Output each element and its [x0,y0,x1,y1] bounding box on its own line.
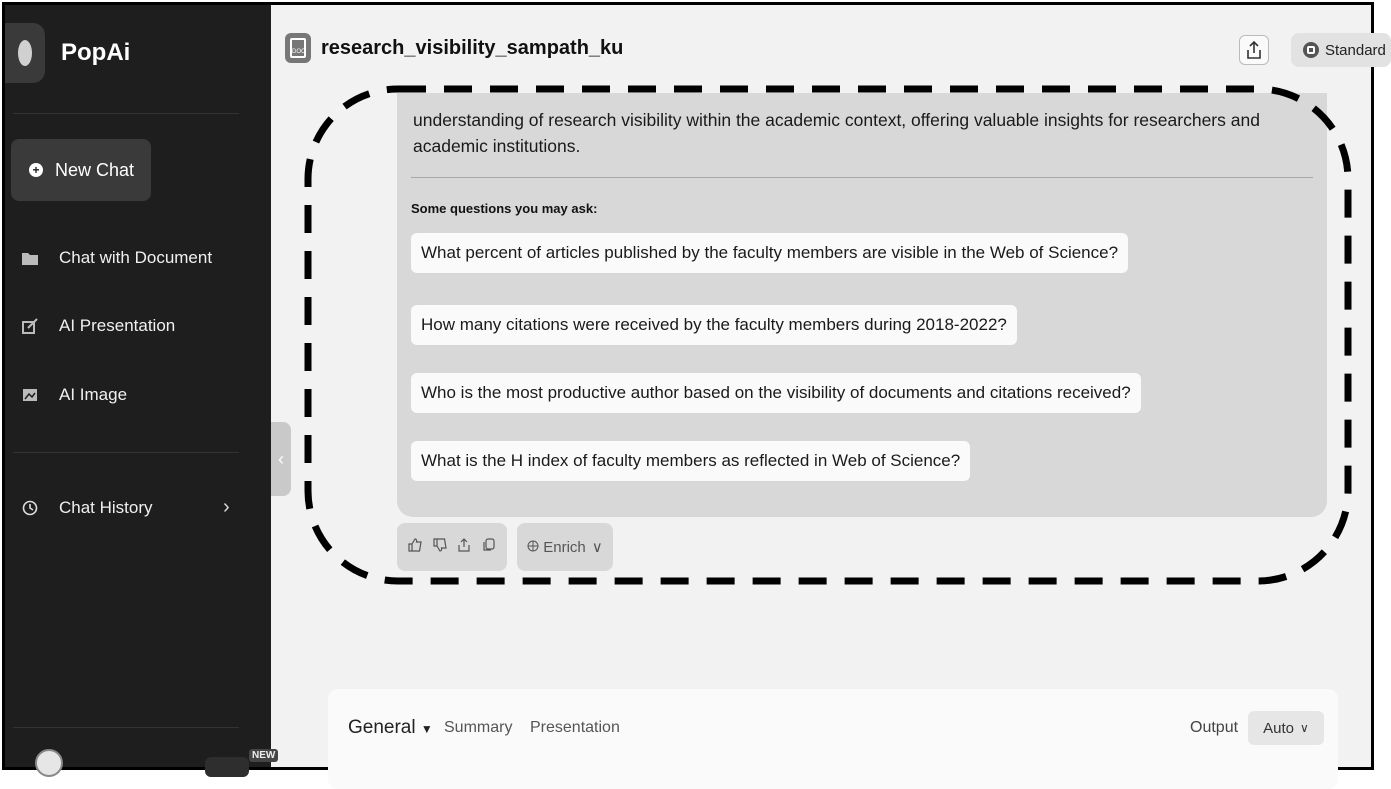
output-select[interactable]: Auto ∨ [1248,711,1324,745]
chevron-down-icon: ∨ [1300,721,1309,735]
tab-presentation[interactable]: Presentation [530,719,620,736]
share-button[interactable] [1239,35,1269,65]
sidebar-item-label: AI Image [59,385,128,404]
document-title: research_visibility_sampath_ku [321,37,624,59]
chevron-right-icon[interactable]: › [223,496,230,518]
input-panel [328,689,1338,789]
pen-icon [21,317,39,335]
history-icon [21,499,39,517]
image-icon [21,386,39,404]
message-text: understanding of research visibility within the academic context, offering valuable insights for researchers and academic institutions. [413,110,1260,156]
suggested-question[interactable]: Who is the most productive author based on the visibility of documents and citations received? [411,373,1141,413]
chevron-left-icon: ‹ [278,448,284,469]
model-icon [1303,42,1319,58]
logo[interactable] [5,23,255,83]
upgrade-button[interactable] [205,757,249,777]
avatar[interactable] [35,749,63,777]
new-chat-button[interactable] [11,139,151,201]
output-label: Output [1190,719,1239,736]
app-window [2,2,1386,770]
chevron-down-icon: ∨ [591,539,603,556]
new-chat-label: New Chat [55,159,135,180]
divider [13,727,239,728]
model-selector[interactable] [1291,33,1391,67]
plus-icon: + [29,163,43,177]
divider [13,113,239,114]
suggested-question[interactable]: What is the H index of faculty members as reflected in Web of Science? [411,441,970,481]
folder-icon [21,249,39,267]
sidebar-item-chat-history[interactable] [21,498,153,518]
sidebar [5,5,276,767]
suggested-questions-label: Some questions you may ask: [411,201,598,216]
highlight-outline [300,83,1360,593]
logo-text: PopAi [61,39,131,66]
sidebar-item-label: Chat with Document [59,248,213,267]
suggested-question[interactable]: What percent of articles published by the faculty members are visible in the Web of Science? [411,233,1128,273]
document-icon: DOC [285,33,311,63]
sidebar-item-label: Chat History [59,498,153,517]
tab-general[interactable]: General ▼ [348,717,433,738]
share-icon [1246,41,1262,59]
tab-summary[interactable]: Summary [444,719,513,736]
collapse-sidebar-button[interactable] [271,422,291,496]
model-label: Standard [1325,41,1386,59]
enrich-label: Enrich [543,538,586,556]
sidebar-item-ai-image[interactable] [21,385,127,405]
caret-down-icon: ▼ [420,722,433,736]
divider [13,452,239,453]
document-header [271,5,1386,95]
sidebar-item-ai-presentation[interactable] [21,316,175,336]
suggested-question[interactable]: How many citations were received by the faculty members during 2018-2022? [411,305,1017,345]
sidebar-item-chat-with-document[interactable] [21,248,212,268]
new-badge: NEW [249,749,278,762]
sidebar-item-label: AI Presentation [59,316,176,335]
logo-icon [5,23,45,83]
